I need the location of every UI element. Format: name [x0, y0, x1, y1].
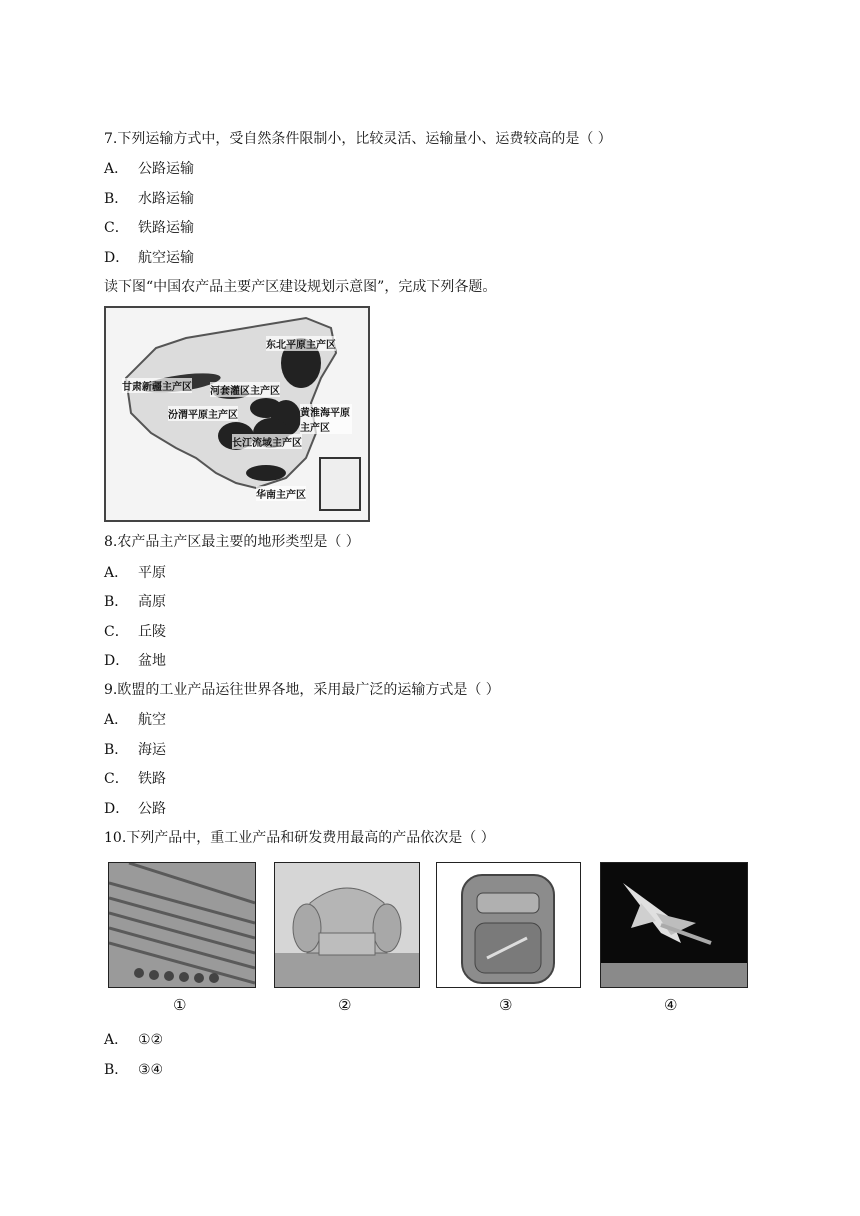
map-label-northeast: 东北平原主产区	[266, 336, 336, 351]
backpack-picture	[437, 863, 580, 987]
q9-option-c: C． 铁路	[104, 771, 166, 787]
q9-option-a: A． 航空	[104, 712, 166, 728]
map-intro: 读下图“中国农产品主要产区建设规划示意图”，完成下列各题。	[104, 279, 497, 295]
space-shuttle-picture	[601, 863, 747, 987]
space-shuttle-image	[600, 862, 748, 988]
map-label-huanghuaihai: 黄淮海平原主产区	[300, 404, 352, 434]
q9-option-b: B． 海运	[104, 742, 166, 758]
map-label-gansu-xinjiang: 甘肃新疆主产区	[122, 378, 192, 393]
map-label-fenwei: 汾渭平原主产区	[168, 406, 238, 421]
q8-stem: 8.农产品主产区最主要的地形类型是（ ）	[104, 534, 360, 550]
q7-stem: 7.下列运输方式中，受自然条件限制小，比较灵活、运输量小、运费较高的是（ ）	[104, 131, 612, 147]
q10-stem: 10.下列产品中，重工业产品和研发费用最高的产品依次是（ ）	[104, 830, 495, 846]
q9-stem: 9.欧盟的工业产品运往世界各地，采用最广泛的运输方式是（ ）	[104, 682, 500, 698]
map-label-hetao: 河套灌区主产区	[210, 382, 280, 397]
image-caption-2: ②	[338, 996, 352, 1014]
armchair-picture	[275, 863, 419, 987]
image-caption-1: ①	[173, 996, 187, 1014]
q8-option-b: B． 高原	[104, 594, 166, 610]
q10-option-b: B． ③④	[104, 1062, 164, 1078]
armchair-image	[274, 862, 420, 988]
q8-option-c: C． 丘陵	[104, 624, 166, 640]
map-label-huanan: 华南主产区	[256, 486, 306, 501]
q8-option-a: A． 平原	[104, 565, 166, 581]
q7-option-d: D． 航空运输	[104, 250, 194, 266]
q7-option-c: C． 铁路运输	[104, 220, 194, 236]
q9-option-d: D． 公路	[104, 801, 166, 817]
image-caption-3: ③	[499, 996, 513, 1014]
backpack-image	[436, 862, 581, 988]
q7-option-a: A． 公路运输	[104, 161, 194, 177]
image-caption-4: ④	[664, 996, 678, 1014]
steel-pipes-picture	[109, 863, 255, 987]
china-agricultural-zones-map	[104, 306, 370, 522]
steel-pipes-image	[108, 862, 256, 988]
q10-option-a: A． ①②	[104, 1032, 164, 1048]
q8-option-d: D． 盆地	[104, 653, 166, 669]
q7-option-b: B． 水路运输	[104, 191, 194, 207]
map-label-changjiang: 长江流域主产区	[232, 434, 302, 449]
